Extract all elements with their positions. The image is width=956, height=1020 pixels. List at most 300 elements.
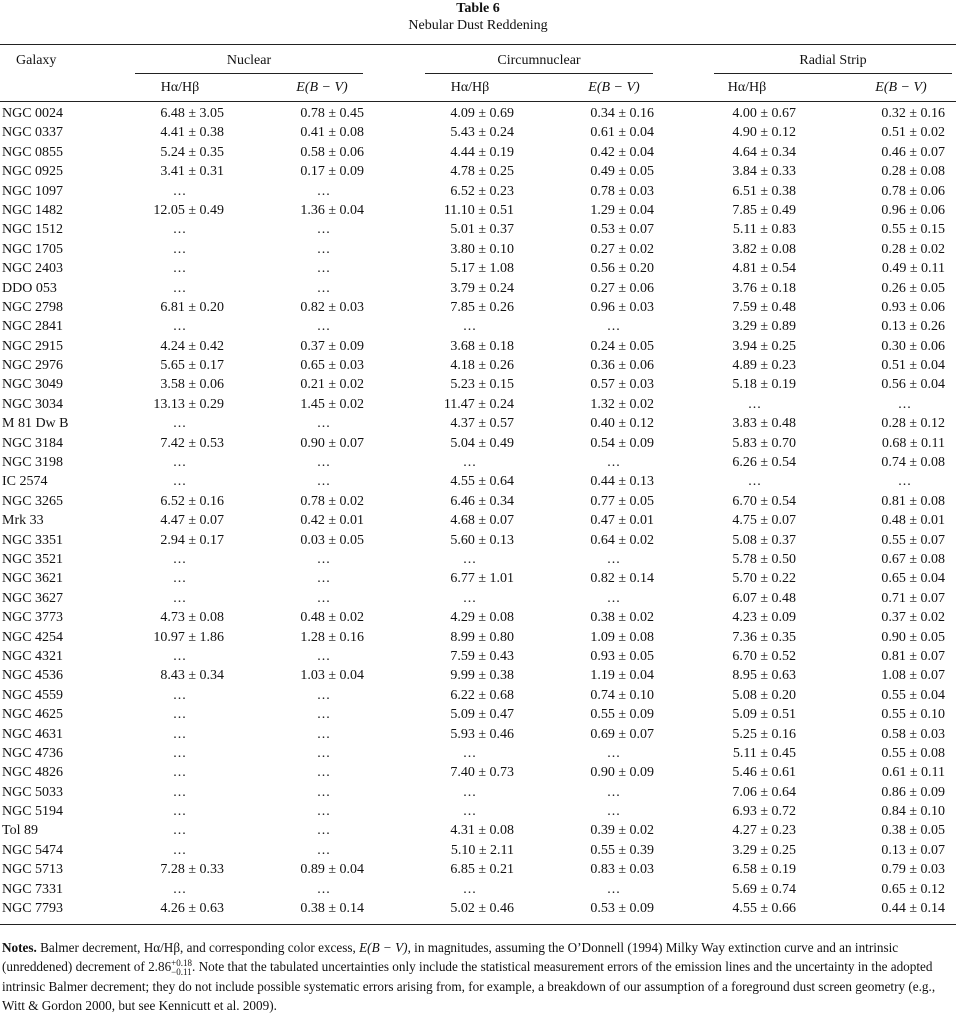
nuclear-ebv-cell: ... — [317, 222, 331, 238]
nuclear-ebv-cell: ... — [317, 784, 331, 800]
nuclear-ebv-cell: ... — [317, 765, 331, 781]
radial-ebv-cell: 0.28 ± 0.02 — [881, 241, 945, 257]
radial-ratio-cell: 4.64 ± 0.34 — [732, 144, 796, 160]
radial-ebv-cell: 0.37 ± 0.02 — [881, 610, 945, 626]
galaxy-name: NGC 4826 — [2, 765, 64, 781]
nuclear-ratio-cell: 4.26 ± 0.63 — [160, 901, 224, 917]
galaxy-name: NGC 4321 — [2, 648, 64, 664]
nuclear-ratio-cell: ... — [173, 222, 187, 238]
radial-ratio-cell: 4.90 ± 0.12 — [732, 125, 796, 141]
nuclear-ebv-cell: 0.21 ± 0.02 — [300, 377, 364, 393]
circumnuclear-ratio-cell: 7.59 ± 0.43 — [450, 648, 514, 664]
galaxy-name: NGC 5474 — [2, 842, 64, 858]
radial-ebv-cell: 0.28 ± 0.08 — [881, 164, 945, 180]
table-row — [0, 279, 956, 298]
table-row — [0, 880, 956, 899]
radial-ratio-cell: 5.46 ± 0.61 — [732, 765, 796, 781]
nuclear-ratio-cell: 7.42 ± 0.53 — [160, 435, 224, 451]
galaxy-name: NGC 0925 — [2, 164, 64, 180]
radial-ebv-cell: 0.26 ± 0.05 — [881, 280, 945, 296]
radial-ratio-cell: 4.75 ± 0.07 — [732, 513, 796, 529]
nuclear-ratio-cell: 6.52 ± 0.16 — [160, 493, 224, 509]
table-row — [0, 143, 956, 162]
table-row — [0, 240, 956, 259]
circumnuclear-ebv-cell: 1.29 ± 0.04 — [590, 202, 654, 218]
circumnuclear-ebv-header: E(B − V) — [588, 80, 640, 95]
nuclear-ebv-cell: ... — [317, 881, 331, 897]
galaxy-name: DDO 053 — [2, 280, 57, 296]
galaxy-name: NGC 1097 — [2, 183, 64, 199]
radial-ebv-cell: 0.58 ± 0.03 — [881, 726, 945, 742]
group-rule-circumnuclear — [425, 73, 653, 74]
radial-ratio-cell: 5.11 ± 0.45 — [732, 745, 796, 761]
circumnuclear-ratio-cell: 6.22 ± 0.68 — [450, 687, 514, 703]
circumnuclear-ebv-cell: 0.96 ± 0.03 — [590, 299, 654, 315]
circumnuclear-ratio-cell: 4.18 ± 0.26 — [450, 358, 514, 374]
circumnuclear-ratio-cell: 7.85 ± 0.26 — [450, 299, 514, 315]
table-row — [0, 395, 956, 414]
table-row — [0, 162, 956, 181]
radial-ebv-cell: 1.08 ± 0.07 — [881, 668, 945, 684]
galaxy-name: NGC 5194 — [2, 804, 64, 820]
circumnuclear-ebv-cell: 1.32 ± 0.02 — [590, 396, 654, 412]
nuclear-ratio-cell: ... — [173, 474, 187, 490]
radial-ebv-cell: 0.67 ± 0.08 — [881, 551, 945, 567]
nuclear-ratio-cell: 6.48 ± 3.05 — [160, 106, 224, 121]
table-row — [0, 725, 956, 744]
radial-ebv-cell: 0.51 ± 0.02 — [881, 125, 945, 141]
table-body — [0, 104, 956, 918]
circumnuclear-ratio-cell: 3.79 ± 0.24 — [450, 280, 514, 296]
nuclear-ebv-cell: ... — [317, 687, 331, 703]
nuclear-ratio-cell: 5.24 ± 0.35 — [160, 144, 224, 160]
nuclear-ebv-cell: ... — [317, 590, 331, 606]
radial-ratio-cell: 5.08 ± 0.20 — [732, 687, 796, 703]
table-notes — [2, 938, 952, 1016]
circumnuclear-ratio-cell: ... — [463, 455, 477, 471]
nuclear-ebv-cell: ... — [317, 551, 331, 567]
nuclear-ratio-cell: 3.58 ± 0.06 — [160, 377, 224, 393]
table-row — [0, 531, 956, 550]
circumnuclear-ebv-cell: 0.83 ± 0.03 — [590, 862, 654, 878]
nuclear-ratio-cell: ... — [173, 687, 187, 703]
radial-ratio-cell: ... — [748, 474, 762, 490]
nuclear-ebv-cell: 0.42 ± 0.01 — [300, 513, 364, 529]
circumnuclear-ratio-cell: ... — [463, 319, 477, 335]
radial-ebv-cell: 0.49 ± 0.11 — [881, 261, 945, 277]
circumnuclear-ratio-cell: ... — [463, 881, 477, 897]
nuclear-ratio-cell: 10.97 ± 1.86 — [153, 629, 224, 645]
radial-ratio-cell: 3.84 ± 0.33 — [732, 164, 796, 180]
radial-ebv-cell: 0.13 ± 0.07 — [881, 842, 945, 858]
galaxy-column-header: Galaxy — [16, 53, 57, 68]
nuclear-ebv-cell: 0.89 ± 0.04 — [300, 862, 364, 878]
circumnuclear-ebv-cell: 0.27 ± 0.06 — [590, 280, 654, 296]
nuclear-ratio-cell: ... — [173, 804, 187, 820]
radial-ratio-cell: 3.83 ± 0.48 — [732, 416, 796, 432]
nuclear-ebv-cell: 1.36 ± 0.04 — [300, 202, 364, 218]
table-row — [0, 511, 956, 530]
table-row — [0, 104, 956, 123]
nuclear-ratio-cell: ... — [173, 455, 187, 471]
nuclear-ratio-header: Hα/Hβ — [160, 80, 200, 95]
nuclear-ebv-cell: 1.45 ± 0.02 — [300, 396, 364, 412]
nuclear-ebv-cell: 0.82 ± 0.03 — [300, 299, 364, 315]
notes-text-1: Balmer decrement, Hα/Hβ, and corresponding color excess, — [40, 940, 356, 955]
radial-ebv-cell: 0.30 ± 0.06 — [881, 338, 945, 354]
table-row — [0, 550, 956, 569]
nuclear-ratio-cell: 12.05 ± 0.49 — [153, 202, 224, 218]
radial-ratio-cell: 8.95 ± 0.63 — [732, 668, 796, 684]
galaxy-name: NGC 5713 — [2, 862, 64, 878]
circumnuclear-ebv-cell: 0.90 ± 0.09 — [590, 765, 654, 781]
circumnuclear-ratio-cell: 5.93 ± 0.46 — [450, 726, 514, 742]
radial-ebv-cell: 0.48 ± 0.01 — [881, 513, 945, 529]
table-row — [0, 686, 956, 705]
nuclear-ebv-cell: ... — [317, 183, 331, 199]
radial-ebv-cell: 0.74 ± 0.08 — [881, 455, 945, 471]
table-caption: Nebular Dust Reddening — [408, 18, 548, 33]
circumnuclear-ebv-cell: 1.19 ± 0.04 — [590, 668, 654, 684]
notes-sub: −0.11 — [171, 967, 192, 978]
table-row — [0, 899, 956, 918]
galaxy-name: NGC 2976 — [2, 358, 64, 374]
table-row — [0, 492, 956, 511]
circumnuclear-ebv-cell: 0.55 ± 0.39 — [590, 842, 654, 858]
nuclear-ratio-cell: 2.94 ± 0.17 — [160, 532, 224, 548]
nuclear-ebv-cell: ... — [317, 261, 331, 277]
galaxy-name: NGC 3351 — [2, 532, 64, 548]
galaxy-name: NGC 2403 — [2, 261, 64, 277]
nuclear-ratio-cell: 4.41 ± 0.38 — [160, 125, 224, 141]
nuclear-ebv-cell: ... — [317, 842, 331, 858]
radial-ebv-cell: 0.93 ± 0.06 — [881, 299, 945, 315]
nuclear-ebv-cell: 0.37 ± 0.09 — [300, 338, 364, 354]
galaxy-name: NGC 2841 — [2, 319, 64, 335]
nuclear-ebv-cell: ... — [317, 319, 331, 335]
galaxy-name: NGC 4254 — [2, 629, 64, 645]
nuclear-ebv-cell: ... — [317, 241, 331, 257]
circumnuclear-ratio-cell: 6.85 ± 0.21 — [450, 862, 514, 878]
galaxy-name: NGC 3198 — [2, 455, 64, 471]
radial-ebv-cell: 0.51 ± 0.04 — [881, 358, 945, 374]
nuclear-ebv-cell: ... — [317, 416, 331, 432]
nuclear-ebv-cell: ... — [317, 707, 331, 723]
nuclear-ratio-cell: 4.73 ± 0.08 — [160, 610, 224, 626]
table-row — [0, 259, 956, 278]
radial-ratio-cell: 5.69 ± 0.74 — [732, 881, 796, 897]
nuclear-ratio-cell: 4.24 ± 0.42 — [160, 338, 224, 354]
galaxy-name: NGC 1512 — [2, 222, 64, 238]
table-row — [0, 802, 956, 821]
galaxy-name: NGC 1482 — [2, 202, 64, 218]
galaxy-name: NGC 3265 — [2, 493, 64, 509]
circumnuclear-ratio-cell: ... — [463, 551, 477, 567]
radial-ebv-cell: 0.56 ± 0.04 — [881, 377, 945, 393]
circumnuclear-ebv-cell: 0.78 ± 0.03 — [590, 183, 654, 199]
nuclear-ebv-cell: 1.03 ± 0.04 — [300, 668, 364, 684]
nuclear-ratio-cell: 13.13 ± 0.29 — [153, 396, 224, 412]
nuclear-ebv-cell: 0.41 ± 0.08 — [300, 125, 364, 141]
galaxy-name: NGC 2798 — [2, 299, 64, 315]
circumnuclear-ratio-cell: 7.40 ± 0.73 — [450, 765, 514, 781]
radial-ratio-cell: 7.85 ± 0.49 — [732, 202, 796, 218]
radial-ebv-cell: 0.55 ± 0.04 — [881, 687, 945, 703]
nuclear-ratio-cell: ... — [173, 823, 187, 839]
galaxy-name: NGC 0024 — [2, 106, 64, 121]
circumnuclear-ebv-cell: ... — [607, 551, 621, 567]
circumnuclear-ebv-cell: 0.54 ± 0.09 — [590, 435, 654, 451]
radial-ebv-cell: 0.13 ± 0.26 — [881, 319, 945, 335]
circumnuclear-ratio-cell: ... — [463, 745, 477, 761]
radial-ebv-cell: 0.65 ± 0.12 — [881, 881, 945, 897]
circumnuclear-ebv-cell: ... — [607, 455, 621, 471]
galaxy-name: Mrk 33 — [2, 513, 44, 529]
nuclear-ratio-cell: ... — [173, 241, 187, 257]
circumnuclear-ebv-cell: ... — [607, 319, 621, 335]
radial-ebv-cell: ... — [898, 474, 912, 490]
radial-ebv-cell: ... — [898, 396, 912, 412]
radial-ratio-cell: 5.78 ± 0.50 — [732, 551, 796, 567]
galaxy-name: NGC 3627 — [2, 590, 64, 606]
nuclear-ratio-cell: ... — [173, 551, 187, 567]
nuclear-ratio-cell: ... — [173, 648, 187, 664]
circumnuclear-ratio-cell: 4.44 ± 0.19 — [450, 144, 514, 160]
table-row — [0, 589, 956, 608]
circumnuclear-ratio-cell: 3.68 ± 0.18 — [450, 338, 514, 354]
radial-ratio-cell: 4.23 ± 0.09 — [732, 610, 796, 626]
galaxy-name: NGC 4631 — [2, 726, 64, 742]
nuclear-ratio-cell: 8.43 ± 0.34 — [160, 668, 224, 684]
circumnuclear-ebv-cell: 0.74 ± 0.10 — [590, 687, 654, 703]
radial-ratio-cell: 5.83 ± 0.70 — [732, 435, 796, 451]
circumnuclear-ratio-cell: 5.10 ± 2.11 — [450, 842, 514, 858]
radial-ratio-cell: 5.09 ± 0.51 — [732, 707, 796, 723]
radial-ebv-cell: 0.90 ± 0.05 — [881, 629, 945, 645]
circumnuclear-ratio-cell: 3.80 ± 0.10 — [450, 241, 514, 257]
table-row — [0, 220, 956, 239]
group-header-circumnuclear: Circumnuclear — [497, 53, 581, 68]
radial-ratio-cell: 5.70 ± 0.22 — [732, 571, 796, 587]
nuclear-ratio-cell: 7.28 ± 0.33 — [160, 862, 224, 878]
circumnuclear-ratio-cell: 11.10 ± 0.51 — [443, 202, 514, 218]
nuclear-ebv-cell: 0.38 ± 0.14 — [300, 901, 364, 917]
radial-ebv-cell: 0.84 ± 0.10 — [881, 804, 945, 820]
circumnuclear-ratio-cell: 6.46 ± 0.34 — [450, 493, 514, 509]
notes-label: Notes. — [2, 940, 37, 955]
table-row — [0, 841, 956, 860]
circumnuclear-ratio-cell: ... — [463, 804, 477, 820]
notes-ebv: E(B − V) — [359, 940, 408, 955]
galaxy-name: NGC 3621 — [2, 571, 64, 587]
radial-ebv-cell: 0.32 ± 0.16 — [881, 106, 945, 121]
nuclear-ratio-cell: ... — [173, 881, 187, 897]
radial-ratio-cell: 4.81 ± 0.54 — [732, 261, 796, 277]
nuclear-ebv-cell: ... — [317, 804, 331, 820]
radial-ebv-cell: 0.65 ± 0.04 — [881, 571, 945, 587]
table-row — [0, 783, 956, 802]
circumnuclear-ratio-cell: 11.47 ± 0.24 — [443, 396, 514, 412]
circumnuclear-ratio-cell: 5.02 ± 0.46 — [450, 901, 514, 917]
nuclear-ratio-cell: ... — [173, 784, 187, 800]
table-row — [0, 744, 956, 763]
circumnuclear-ratio-cell: 5.60 ± 0.13 — [450, 532, 514, 548]
circumnuclear-ebv-cell: ... — [607, 881, 621, 897]
table-number: Table 6 — [456, 1, 500, 16]
galaxy-name: NGC 0337 — [2, 125, 64, 141]
nuclear-ratio-cell: ... — [173, 183, 187, 199]
table-row — [0, 298, 956, 317]
table-row — [0, 666, 956, 685]
nuclear-ebv-cell: ... — [317, 823, 331, 839]
radial-ebv-cell: 0.55 ± 0.15 — [881, 222, 945, 238]
group-rule-radial-strip — [714, 73, 952, 74]
table-row — [0, 628, 956, 647]
nuclear-ebv-cell: ... — [317, 745, 331, 761]
radial-ratio-cell: 7.36 ± 0.35 — [732, 629, 796, 645]
nuclear-ratio-cell: 3.41 ± 0.31 — [160, 164, 224, 180]
galaxy-name: NGC 4736 — [2, 745, 64, 761]
radial-ebv-cell: 0.81 ± 0.08 — [881, 493, 945, 509]
galaxy-name: NGC 4559 — [2, 687, 64, 703]
table-row — [0, 453, 956, 472]
radial-ebv-cell: 0.28 ± 0.12 — [881, 416, 945, 432]
radial-ebv-cell: 0.55 ± 0.10 — [881, 707, 945, 723]
circumnuclear-ratio-header: Hα/Hβ — [450, 80, 490, 95]
table-row — [0, 860, 956, 879]
galaxy-name: M 81 Dw B — [2, 416, 69, 432]
radial-ratio-cell: 4.00 ± 0.67 — [732, 106, 796, 121]
circumnuclear-ebv-cell: 0.34 ± 0.16 — [590, 106, 654, 121]
radial-ratio-cell: 7.59 ± 0.48 — [732, 299, 796, 315]
circumnuclear-ebv-cell: ... — [607, 784, 621, 800]
galaxy-name: NGC 7793 — [2, 901, 64, 917]
circumnuclear-ratio-cell: 5.04 ± 0.49 — [450, 435, 514, 451]
circumnuclear-ebv-cell: 0.36 ± 0.06 — [590, 358, 654, 374]
group-rule-nuclear — [135, 73, 363, 74]
circumnuclear-ratio-cell: 5.43 ± 0.24 — [450, 125, 514, 141]
table-row — [0, 337, 956, 356]
galaxy-name: NGC 4536 — [2, 668, 64, 684]
nuclear-ebv-cell: 0.03 ± 0.05 — [300, 532, 364, 548]
nuclear-ratio-cell: ... — [173, 416, 187, 432]
radial-ratio-cell: 4.27 ± 0.23 — [732, 823, 796, 839]
radial-ratio-header: Hα/Hβ — [727, 80, 767, 95]
circumnuclear-ratio-cell: 4.09 ± 0.69 — [450, 106, 514, 121]
nuclear-ratio-cell: ... — [173, 707, 187, 723]
table-row — [0, 201, 956, 220]
circumnuclear-ratio-cell: 5.23 ± 0.15 — [450, 377, 514, 393]
circumnuclear-ebv-cell: 0.53 ± 0.07 — [590, 222, 654, 238]
circumnuclear-ratio-cell: 4.55 ± 0.64 — [450, 474, 514, 490]
nuclear-ratio-cell: ... — [173, 842, 187, 858]
circumnuclear-ebv-cell: 0.77 ± 0.05 — [590, 493, 654, 509]
nuclear-ebv-cell: ... — [317, 474, 331, 490]
table-row — [0, 434, 956, 453]
radial-ratio-cell: 3.29 ± 0.25 — [732, 842, 796, 858]
radial-ratio-cell: 6.93 ± 0.72 — [732, 804, 796, 820]
circumnuclear-ebv-cell: 0.38 ± 0.02 — [590, 610, 654, 626]
table-row — [0, 705, 956, 724]
notes-sup: +0.18 — [171, 958, 192, 969]
table-row — [0, 821, 956, 840]
table-row — [0, 182, 956, 201]
radial-ebv-cell: 0.78 ± 0.06 — [881, 183, 945, 199]
galaxy-name: NGC 4625 — [2, 707, 64, 723]
circumnuclear-ratio-cell: ... — [463, 784, 477, 800]
radial-ratio-cell: 5.08 ± 0.37 — [732, 532, 796, 548]
nuclear-ebv-header: E(B − V) — [296, 80, 348, 95]
radial-ebv-cell: 0.79 ± 0.03 — [881, 862, 945, 878]
circumnuclear-ebv-cell: 0.93 ± 0.05 — [590, 648, 654, 664]
circumnuclear-ebv-cell: 0.44 ± 0.13 — [590, 474, 654, 490]
nuclear-ratio-cell: 4.47 ± 0.07 — [160, 513, 224, 529]
radial-ebv-cell: 0.81 ± 0.07 — [881, 648, 945, 664]
radial-ratio-cell: 5.25 ± 0.16 — [732, 726, 796, 742]
circumnuclear-ebv-cell: ... — [607, 590, 621, 606]
radial-ebv-cell: 0.38 ± 0.05 — [881, 823, 945, 839]
radial-ebv-cell: 0.86 ± 0.09 — [881, 784, 945, 800]
circumnuclear-ebv-cell: 0.69 ± 0.07 — [590, 726, 654, 742]
group-header-radial-strip: Radial Strip — [799, 53, 867, 68]
nuclear-ebv-cell: ... — [317, 455, 331, 471]
circumnuclear-ratio-cell: 4.31 ± 0.08 — [450, 823, 514, 839]
circumnuclear-ratio-cell: 6.52 ± 0.23 — [450, 183, 514, 199]
galaxy-name: NGC 0855 — [2, 144, 64, 160]
radial-ratio-cell: 4.89 ± 0.23 — [732, 358, 796, 374]
nuclear-ratio-cell: ... — [173, 280, 187, 296]
radial-ebv-cell: 0.96 ± 0.06 — [881, 202, 945, 218]
circumnuclear-ratio-cell: 9.99 ± 0.38 — [450, 668, 514, 684]
nuclear-ebv-cell: 0.17 ± 0.09 — [300, 164, 364, 180]
circumnuclear-ebv-cell: 0.42 ± 0.04 — [590, 144, 654, 160]
galaxy-name: NGC 3521 — [2, 551, 64, 567]
nuclear-ratio-cell: ... — [173, 765, 187, 781]
circumnuclear-ratio-cell: 4.78 ± 0.25 — [450, 164, 514, 180]
nuclear-ratio-cell: ... — [173, 726, 187, 742]
galaxy-name: NGC 3049 — [2, 377, 64, 393]
galaxy-name: NGC 1705 — [2, 241, 64, 257]
circumnuclear-ebv-cell: ... — [607, 745, 621, 761]
galaxy-name: IC 2574 — [2, 474, 48, 490]
radial-ratio-cell: 3.82 ± 0.08 — [732, 241, 796, 257]
radial-ratio-cell: 3.94 ± 0.25 — [732, 338, 796, 354]
radial-ebv-cell: 0.55 ± 0.08 — [881, 745, 945, 761]
circumnuclear-ebv-cell: 0.24 ± 0.05 — [590, 338, 654, 354]
nuclear-ebv-cell: ... — [317, 648, 331, 664]
table-row — [0, 123, 956, 142]
circumnuclear-ebv-cell: 0.47 ± 0.01 — [590, 513, 654, 529]
radial-ratio-cell: 6.51 ± 0.38 — [732, 183, 796, 199]
circumnuclear-ebv-cell: 0.56 ± 0.20 — [590, 261, 654, 277]
galaxy-name: NGC 3034 — [2, 396, 64, 412]
circumnuclear-ebv-cell: 0.64 ± 0.02 — [590, 532, 654, 548]
table-row — [0, 763, 956, 782]
nuclear-ebv-cell: 0.78 ± 0.45 — [300, 106, 364, 121]
radial-ratio-cell: 7.06 ± 0.64 — [732, 784, 796, 800]
radial-ebv-cell: 0.44 ± 0.14 — [881, 901, 945, 917]
circumnuclear-ratio-cell: 4.37 ± 0.57 — [450, 416, 514, 432]
table-row — [0, 317, 956, 336]
nuclear-ebv-cell: ... — [317, 571, 331, 587]
circumnuclear-ratio-cell: 4.29 ± 0.08 — [450, 610, 514, 626]
circumnuclear-ebv-cell: 0.57 ± 0.03 — [590, 377, 654, 393]
radial-ebv-cell: 0.46 ± 0.07 — [881, 144, 945, 160]
galaxy-name: NGC 2915 — [2, 338, 64, 354]
table-row — [0, 356, 956, 375]
radial-ratio-cell: ... — [748, 396, 762, 412]
nuclear-ebv-cell: 0.48 ± 0.02 — [300, 610, 364, 626]
